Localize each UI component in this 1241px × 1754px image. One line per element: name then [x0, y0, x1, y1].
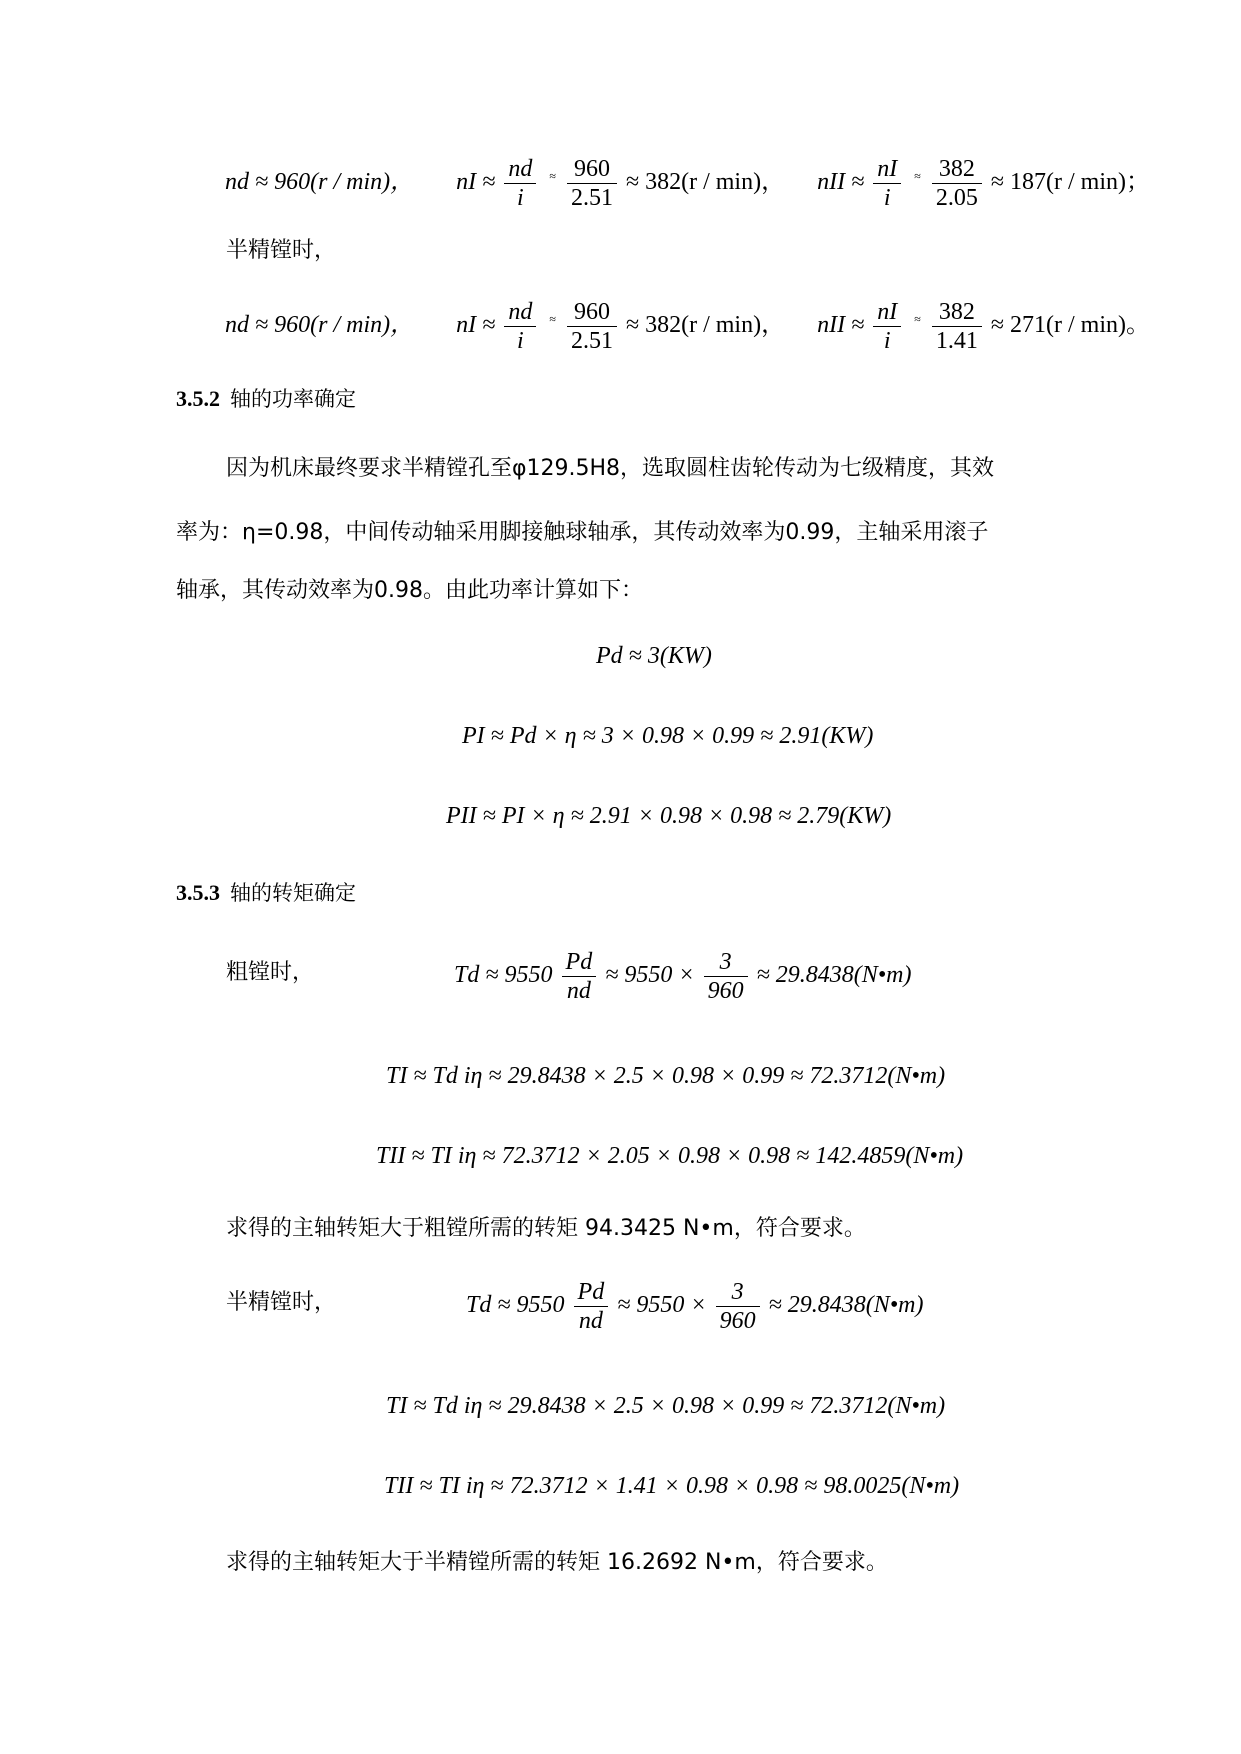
n1-result-rough: ≈ 382(r / min)， [625, 169, 786, 196]
n1-result-semi: ≈ 382(r / min)， [625, 312, 786, 339]
section-heading-352 [176, 388, 356, 410]
torque-rough-td: Td ≈ 9550 $\frac{Pd}{nd}$ ≈ 9550 × $\frac{3}{960}$ ≈ 29.8438(N•m) [454, 949, 912, 1004]
n2-frac2-semi: $\frac{382}{1.41}$ [932, 300, 982, 353]
n1-frac2-rough: $\frac{960}{2.51}$ [567, 157, 617, 210]
speed-eq-rough: nd ≈ 960(r / min)， nI ≈ $\frac{nd}{i}$ ≈ $\frac{960}{2.51}$ ≈ 382(r / min)， nII ≈ $\frac{nI}{i}$ ≈ $\frac{382}{2.05}$ ≈ 187(r / min)； [225, 156, 1150, 211]
torque-rough-t2: TII ≈ TI iη ≈ 72.3712 × 2.05 × 0.98 × 0.98 ≈ 142.4859(N•m) [376, 1143, 964, 1169]
td-frac1-semi: $\frac{Pd}{nd}$ [574, 1280, 609, 1333]
section-title-352: 轴的功率确定 [230, 387, 356, 411]
n2-result-semi: ≈ 271(r / min)。 [990, 312, 1150, 339]
torque-semi-t2: TII ≈ TI iη ≈ 72.3712 × 1.41 × 0.98 × 0.98 ≈ 98.0025(N•m) [384, 1473, 960, 1499]
n1-frac2-semi: $\frac{960}{2.51}$ [567, 300, 617, 353]
n2-lhs-semi: nII ≈ [817, 312, 865, 339]
power-para-line-1: 因为机床最终要求半精镗孔至φ129.5H8，选取圆柱齿轮传动为七级精度，其效 [226, 456, 995, 481]
n1-frac1-semi: $\frac{nd}{i}$ [504, 300, 536, 353]
n2-frac2-rough: $\frac{382}{2.05}$ [932, 157, 982, 210]
torque-semi-label: 半精镗时， [226, 1290, 337, 1315]
torque-semi-td: Td ≈ 9550 $\frac{Pd}{nd}$ ≈ 9550 × $\frac{3}{960}$ ≈ 29.8438(N•m) [466, 1279, 924, 1334]
power-eq-p1: PI ≈ Pd × η ≈ 3 × 0.98 × 0.99 ≈ 2.91(KW) [462, 723, 874, 749]
section-number-353: 3.5.3 [176, 880, 220, 905]
torque-semi-conclusion: 求得的主轴转矩大于半精镗所需的转矩 16.2692 N•m，符合要求。 [226, 1550, 888, 1575]
nd-semi: nd ≈ 960(r / min)， [225, 312, 415, 339]
torque-rough-conclusion: 求得的主轴转矩大于粗镗所需的转矩 94.3425 N•m，符合要求。 [226, 1216, 866, 1241]
torque-semi-t1: TI ≈ Td iη ≈ 29.8438 × 2.5 × 0.98 × 0.99 ≈ 72.3712(N•m) [386, 1393, 946, 1419]
power-eq-p2: PII ≈ PI × η ≈ 2.91 × 0.98 × 0.98 ≈ 2.79(KW) [446, 803, 892, 829]
power-eq-pd: Pd ≈ 3(KW) [596, 643, 712, 669]
section-number-352: 3.5.2 [176, 386, 220, 411]
td-frac2-semi: $\frac{3}{960}$ [716, 1280, 760, 1333]
semi-finish-label: 半精镗时， [226, 238, 337, 263]
n1-frac1-rough: $\frac{nd}{i}$ [504, 157, 536, 210]
n2-lhs-rough: nII ≈ [817, 169, 865, 196]
n1-lhs-rough: nI ≈ [456, 169, 496, 196]
td-frac2-rough: $\frac{3}{960}$ [704, 950, 748, 1003]
n1-lhs-semi: nI ≈ [456, 312, 496, 339]
power-para-line-3: 轴承，其传动效率为0.98。由此功率计算如下： [176, 578, 643, 603]
n2-frac1-semi: $\frac{nI}{i}$ [873, 300, 901, 353]
section-heading-353 [176, 882, 356, 904]
nd-rough: nd ≈ 960(r / min)， [225, 169, 415, 196]
n2-frac1-rough: $\frac{nI}{i}$ [873, 157, 901, 210]
n2-result-rough: ≈ 187(r / min)； [990, 169, 1150, 196]
speed-eq-semi: nd ≈ 960(r / min)， nI ≈ $\frac{nd}{i}$ ≈ $\frac{960}{2.51}$ ≈ 382(r / min)， nII ≈ $\frac{nI}{i}$ ≈ $\frac{382}{1.41}$ ≈ 271(r / min)。 [225, 299, 1150, 354]
td-frac1-rough: $\frac{Pd}{nd}$ [562, 950, 597, 1003]
section-title-353: 轴的转矩确定 [230, 881, 356, 905]
torque-rough-t1: TI ≈ Td iη ≈ 29.8438 × 2.5 × 0.98 × 0.99 ≈ 72.3712(N•m) [386, 1063, 946, 1089]
torque-rough-label: 粗镗时， [226, 960, 315, 985]
power-para-line-2: 率为：η=0.98，中间传动轴采用脚接触球轴承，其传动效率为0.99，主轴采用滚子 [176, 520, 989, 545]
